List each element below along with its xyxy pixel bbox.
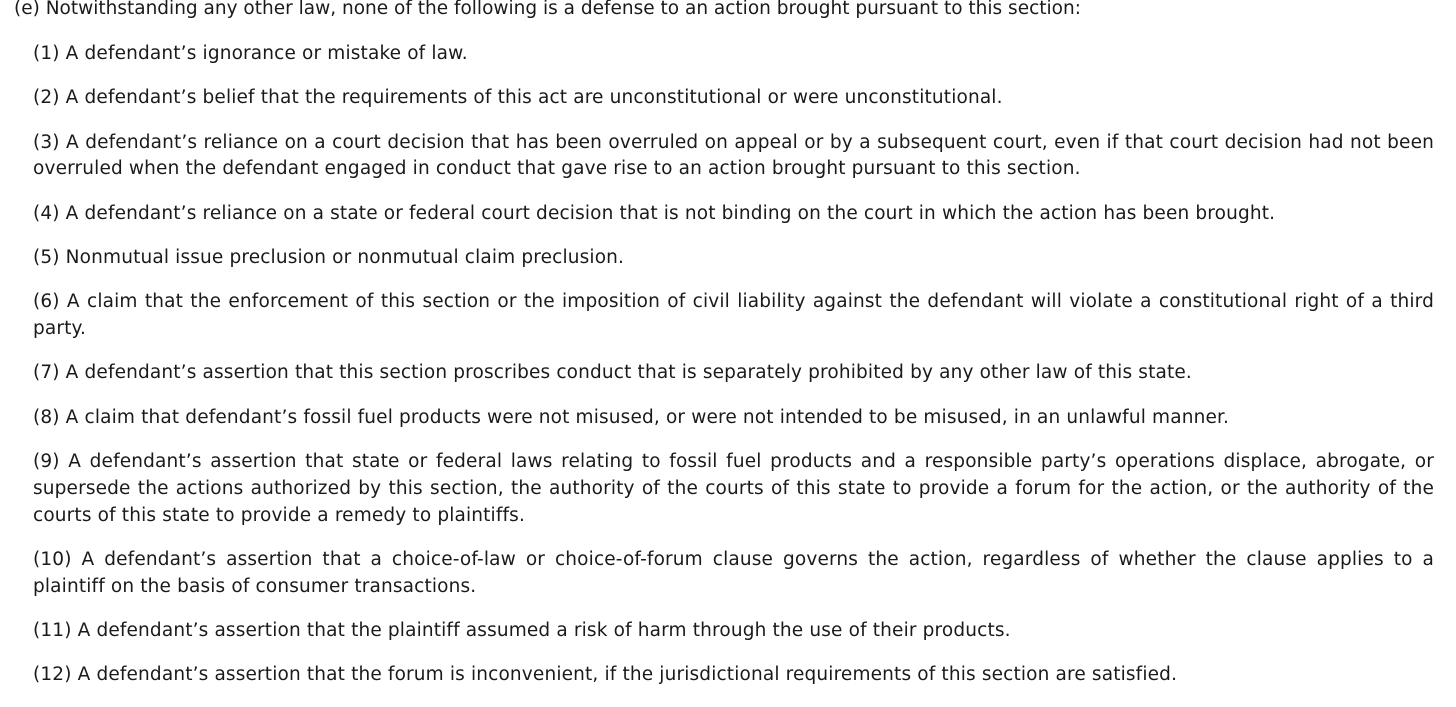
list-item-10: (10) A defendant’s assertion that a choice-of-law or choice-of-forum clause governs the action, regardless of whether the clause applies to a plaintiff on the basis of consumer transactions. xyxy=(33,548,1434,597)
list-item-1: (1) A defendant’s ignorance or mistake of law. xyxy=(33,43,468,64)
list-item-7: (7) A defendant’s assertion that this section proscribes conduct that is separately prohibited by any other law of this state. xyxy=(33,362,1192,384)
list-item-3: (3) A defendant’s reliance on a court decision that has been overruled on appeal or by a subsequent court, even if that court decision had not been overruled when the defendant engaged in conduct that gave rise to an action brought pursuant to this section. xyxy=(33,131,1434,180)
list-item-11: (11) A defendant’s assertion that the plaintiff assumed a risk of harm through the use of their products. xyxy=(33,619,1011,641)
list-item-6: (6) A claim that the enforcement of this section or the imposition of civil liability against the defendant will violate a constitutional right of a third party. xyxy=(33,291,1434,340)
list-item-12: (12) A defendant’s assertion that the forum is inconvenient, if the jurisdictional requirements of this section are satisfied. xyxy=(33,664,1178,686)
defense-list xyxy=(33,41,1434,707)
section-intro: (e) Notwithstanding any other law, none of the following is a defense to an action brought pursuant to this section: xyxy=(14,0,1081,19)
list-item-2: (2) A defendant’s belief that the requirements of this act are unconstitutional or were unconstitutional. xyxy=(33,87,1003,109)
list-item-9: (9) A defendant’s assertion that state or federal laws relating to fossil fuel products and a responsible party’s operations displace, abrogate, or supersede the actions authorized by this section, the authority of the courts of this state to provide a forum for the action, or the authority of the courts of this state to provide a remedy to plaintiffs. xyxy=(33,450,1434,526)
list-item-8: (8) A claim that defendant’s fossil fuel products were not misused, or were not intended to be misused, in an unlawful manner. xyxy=(33,406,1230,428)
list-item-5: (5) Nonmutual issue preclusion or nonmutual claim preclusion. xyxy=(33,246,625,268)
list-item-4: (4) A defendant’s reliance on a state or federal court decision that is not binding on the court in which the action has been brought. xyxy=(33,202,1276,224)
